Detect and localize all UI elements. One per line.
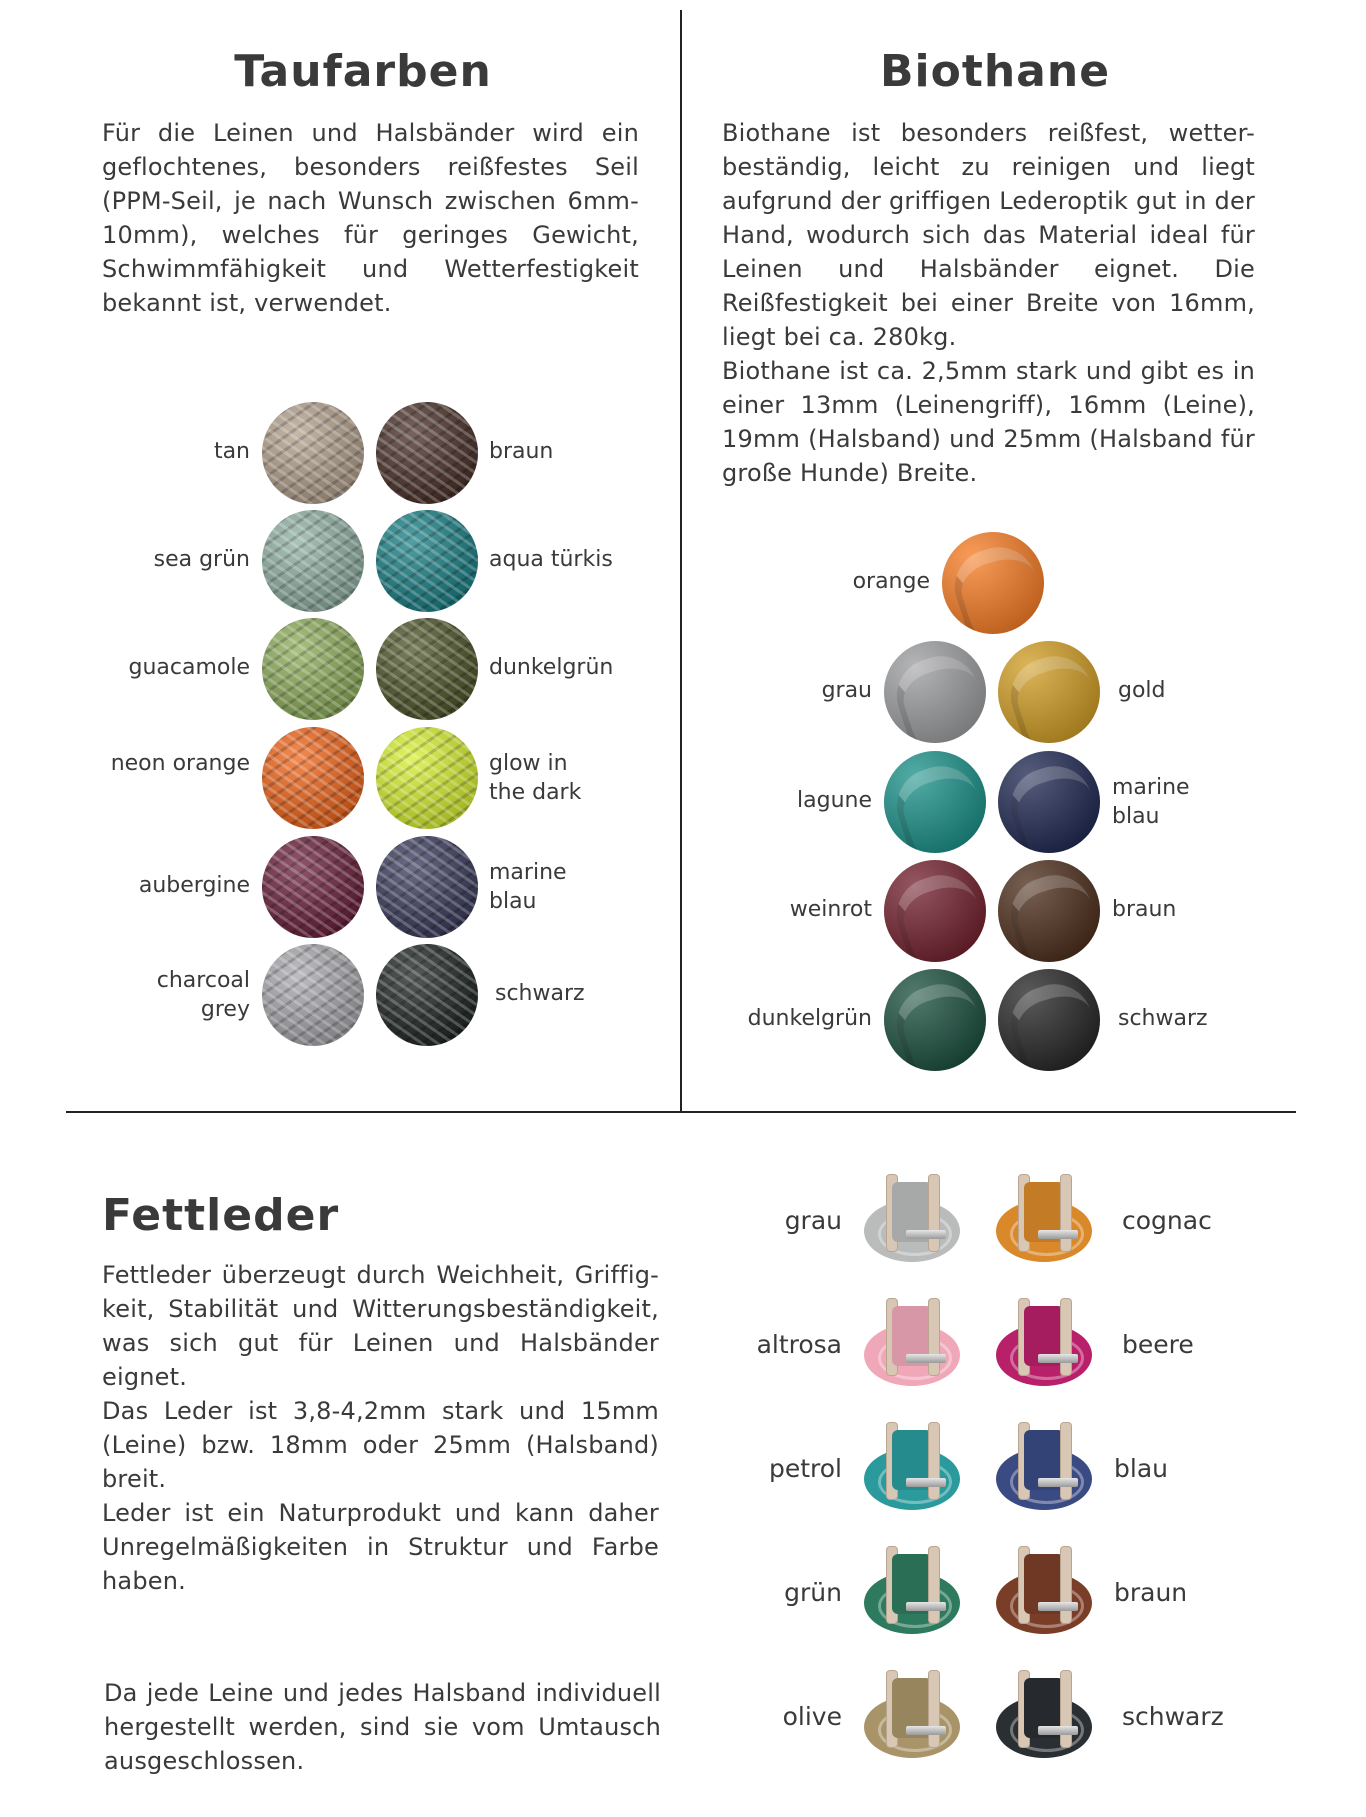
label-gruen: grün (784, 1578, 842, 1607)
label-tan: tan (213, 439, 250, 464)
swatch-dunkelgruen (376, 618, 478, 720)
swatch-orange (942, 532, 1044, 634)
fettleder-text-3: Leder ist ein Naturprodukt und kann daher Unregelmäßigkeiten in Struktur und Farbe haben. (102, 1499, 659, 1595)
spool-olive (862, 1666, 962, 1762)
swatch-aqua-tuerkis (376, 510, 478, 612)
swatch-weinrot (884, 860, 986, 962)
swatch-braun (998, 860, 1100, 962)
swatch-guacamole (262, 618, 364, 720)
taufarben-description (102, 116, 639, 320)
swatch-lagune (884, 751, 986, 853)
label-blau: blau (1114, 1454, 1168, 1483)
biothane-text-2: Biothane ist ca. 2,5mm stark und gibt es in einer 13mm (Leinengriff), 16mm (Leine), 19mm (Halsband) und 25mm (Halsband für große Hunde) Breite. (722, 357, 1255, 487)
swatch-neon-orange (262, 727, 364, 829)
label-altrosa: altrosa (756, 1330, 842, 1359)
swatch-grau (884, 641, 986, 743)
fettleder-text-1: Fettleder überzeugt durch Weichheit, Griffig-keit, Stabilität und Witterungsbeständigkeit, was sich gut für Leinen und Halsbänder eignet. (102, 1261, 659, 1391)
taufarben-text: Für die Leinen und Halsbänder wird ein geflochtenes, besonders reißfestes Seil (PPM-Seil, je nach Wunsch zwischen 6mm-10mm), welches für geringes Gewicht, Schwimmfähigkeit und Wetterfestigkeit bekannt ist, verwendet. (102, 119, 639, 317)
label-schwarz: schwarz (1122, 1702, 1224, 1731)
label-neon-orange: neon orange (110, 751, 250, 776)
spool-beere (994, 1294, 1094, 1390)
swatch-sea-gruen (262, 510, 364, 612)
taufarben-title: Taufarben (234, 46, 492, 97)
exchange-notice (104, 1676, 661, 1778)
label-charcoal-grey: charcoal grey (156, 968, 250, 1022)
swatch-marine-blau (998, 751, 1100, 853)
label-braun: braun (1114, 1578, 1188, 1607)
label-schwarz: schwarz (495, 981, 585, 1006)
fettleder-text-2: Das Leder ist 3,8-4,2mm stark und 15mm (Leine) bzw. 18mm oder 25mm (Halsband) breit. (102, 1397, 659, 1493)
biothane-title: Biothane (879, 46, 1111, 97)
label-weinrot: weinrot (789, 897, 872, 922)
label-aqua-tuerkis: aqua türkis (489, 547, 613, 572)
label-cognac: cognac (1122, 1206, 1212, 1235)
swatch-glow-in-the-dark (376, 727, 478, 829)
label-grau: grau (784, 1206, 842, 1235)
biothane-description (722, 116, 1255, 490)
label-marine-blau: marine blau (1112, 775, 1190, 829)
label-glow-in-the-dark: glow in the dark (489, 751, 582, 805)
spool-altrosa (862, 1294, 962, 1390)
label-lagune: lagune (797, 788, 872, 813)
spool-petrol (862, 1418, 962, 1514)
exchange-notice-text: Da jede Leine und jedes Halsband individuell hergestellt werden, sind sie vom Umtausch ausgeschlossen. (104, 1679, 661, 1775)
swatch-marine-blau (376, 836, 478, 938)
label-aubergine: aubergine (138, 873, 250, 898)
label-sea-gruen: sea grün (153, 547, 250, 572)
spool-gruen (862, 1542, 962, 1638)
swatch-braun (376, 402, 478, 504)
fettleder-description (102, 1258, 659, 1598)
spool-schwarz (994, 1666, 1094, 1762)
swatch-aubergine (262, 836, 364, 938)
label-dunkelgruen: dunkelgrün (747, 1006, 872, 1031)
spool-braun (994, 1542, 1094, 1638)
label-braun: braun (489, 439, 554, 464)
label-dunkelgruen: dunkelgrün (489, 655, 614, 680)
label-guacamole: guacamole (128, 655, 250, 680)
label-grau: grau (821, 678, 872, 703)
biothane-text-1: Biothane ist besonders reißfest, wetter-beständig, leicht zu reinigen und liegt aufgrund der griffigen Lederoptik gut in der Hand, wodurch sich das Material ideal für Leinen und Halsbänder eignet. Die Reißfestigkeit bei einer Breite von 16mm, liegt bei ca. 280kg. (722, 119, 1255, 351)
swatch-tan (262, 402, 364, 504)
label-marine-blau: marine blau (489, 860, 567, 914)
spool-blau (994, 1418, 1094, 1514)
swatch-schwarz (998, 969, 1100, 1071)
horizontal-divider (66, 1111, 1296, 1113)
spool-grau (862, 1170, 962, 1266)
swatch-schwarz (376, 944, 478, 1046)
label-schwarz: schwarz (1118, 1006, 1208, 1031)
label-orange: orange (852, 569, 930, 594)
label-petrol: petrol (768, 1454, 842, 1483)
vertical-divider (680, 10, 682, 1113)
label-olive: olive (782, 1702, 842, 1731)
swatch-gold (998, 641, 1100, 743)
label-braun: braun (1112, 897, 1177, 922)
fettleder-title: Fettleder (102, 1190, 340, 1241)
label-gold: gold (1118, 678, 1166, 703)
swatch-dunkelgruen (884, 969, 986, 1071)
swatch-charcoal-grey (262, 944, 364, 1046)
label-beere: beere (1122, 1330, 1194, 1359)
spool-cognac (994, 1170, 1094, 1266)
